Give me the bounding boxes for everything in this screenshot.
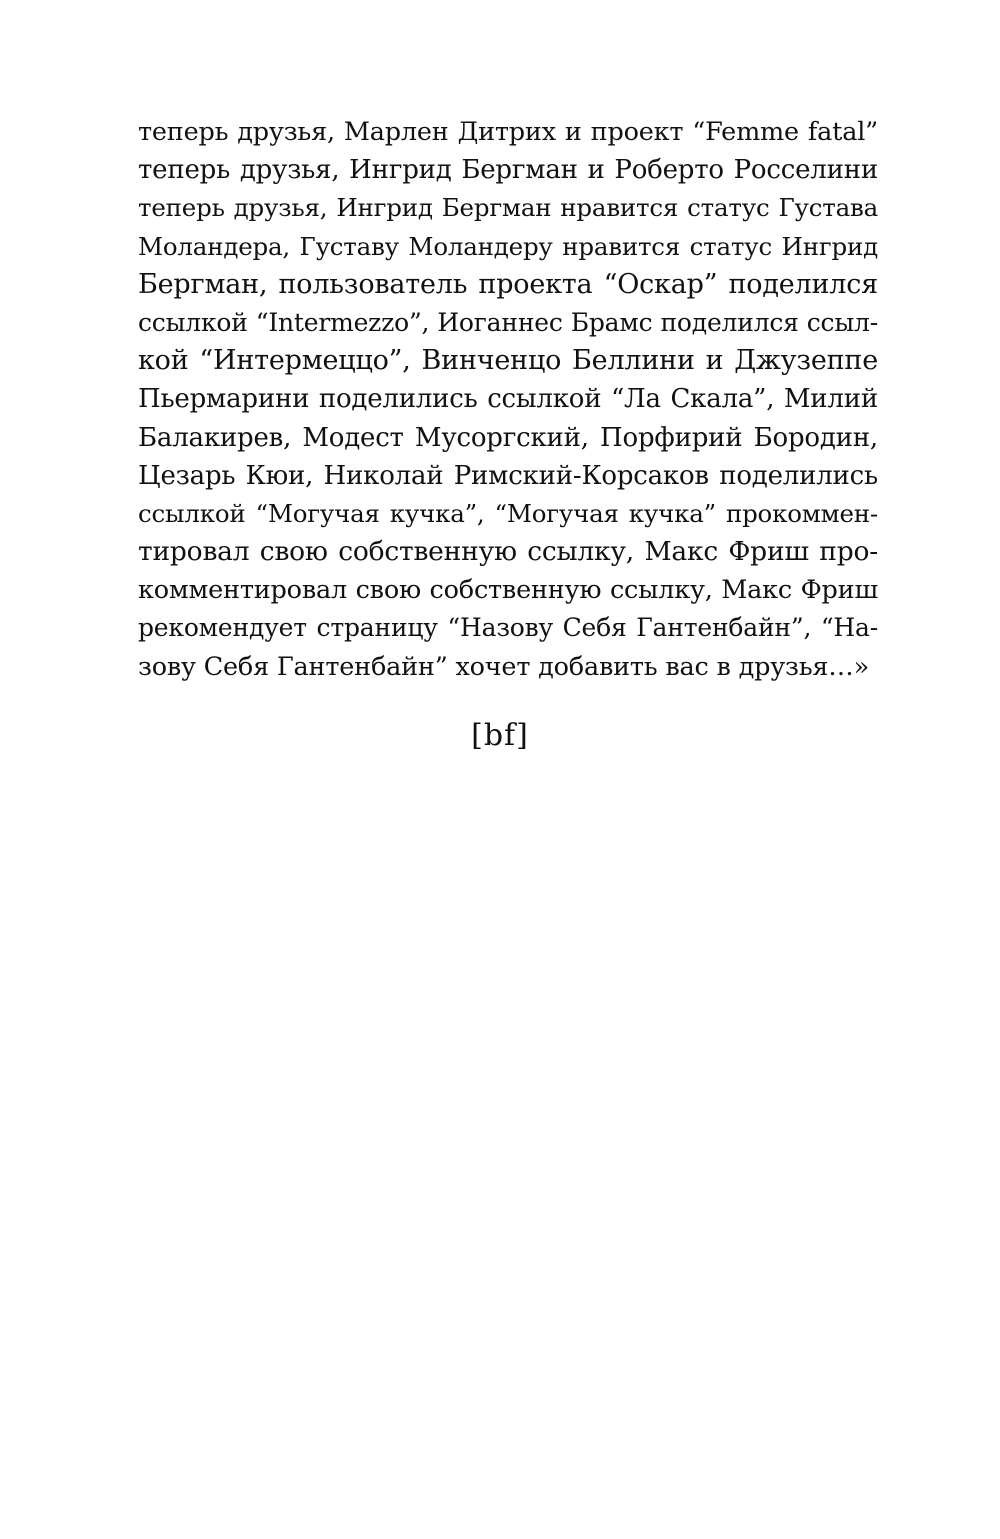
text-line: ссылкой “Intermezzo”, Иоганнес Брамс поделился ссыл- [138, 307, 878, 337]
text-line-last: зову Себя Гантенбайн” хочет добавить вас в друзья…» [138, 651, 870, 682]
end-mark: [bf] [471, 718, 529, 753]
text-line: Цезарь Кюи, Николай Римский-Корсаков поделились [138, 460, 878, 491]
text-line: ссылкой “Могучая кучка”, “Могучая кучка” прокоммен- [138, 498, 878, 528]
text-line: Балакирев, Модест Мусоргский, Порфирий Бородин, [138, 422, 878, 453]
text-line: рекомендует страницу “Назову Себя Гантенбайн”, “На- [138, 613, 878, 643]
text-line: Моландера, Густаву Моландеру нравится статус Ингрид [138, 231, 878, 261]
text-line: Пьермарини поделились ссылкой “Ла Скала”, Милий [138, 384, 878, 415]
text-line: Бергман, пользователь проекта “Оскар” поделился [138, 268, 878, 300]
text-line: тировал свою собственную ссылку, Макс Фриш про- [138, 536, 878, 568]
body-text [138, 113, 878, 686]
text-line: кой “Интермеццо”, Винченцо Беллини и Джузеппе [138, 345, 878, 377]
text-line: комментировал свою собственную ссылку, Макс Фриш [138, 575, 878, 606]
text-line: теперь друзья, Марлен Дитрих и проект “Femme fatal” [138, 117, 878, 147]
text-line: теперь друзья, Ингрид Бергман нравится статус Густава [138, 193, 878, 223]
text-line: теперь друзья, Ингрид Бергман и Роберто Росселини [138, 155, 878, 186]
